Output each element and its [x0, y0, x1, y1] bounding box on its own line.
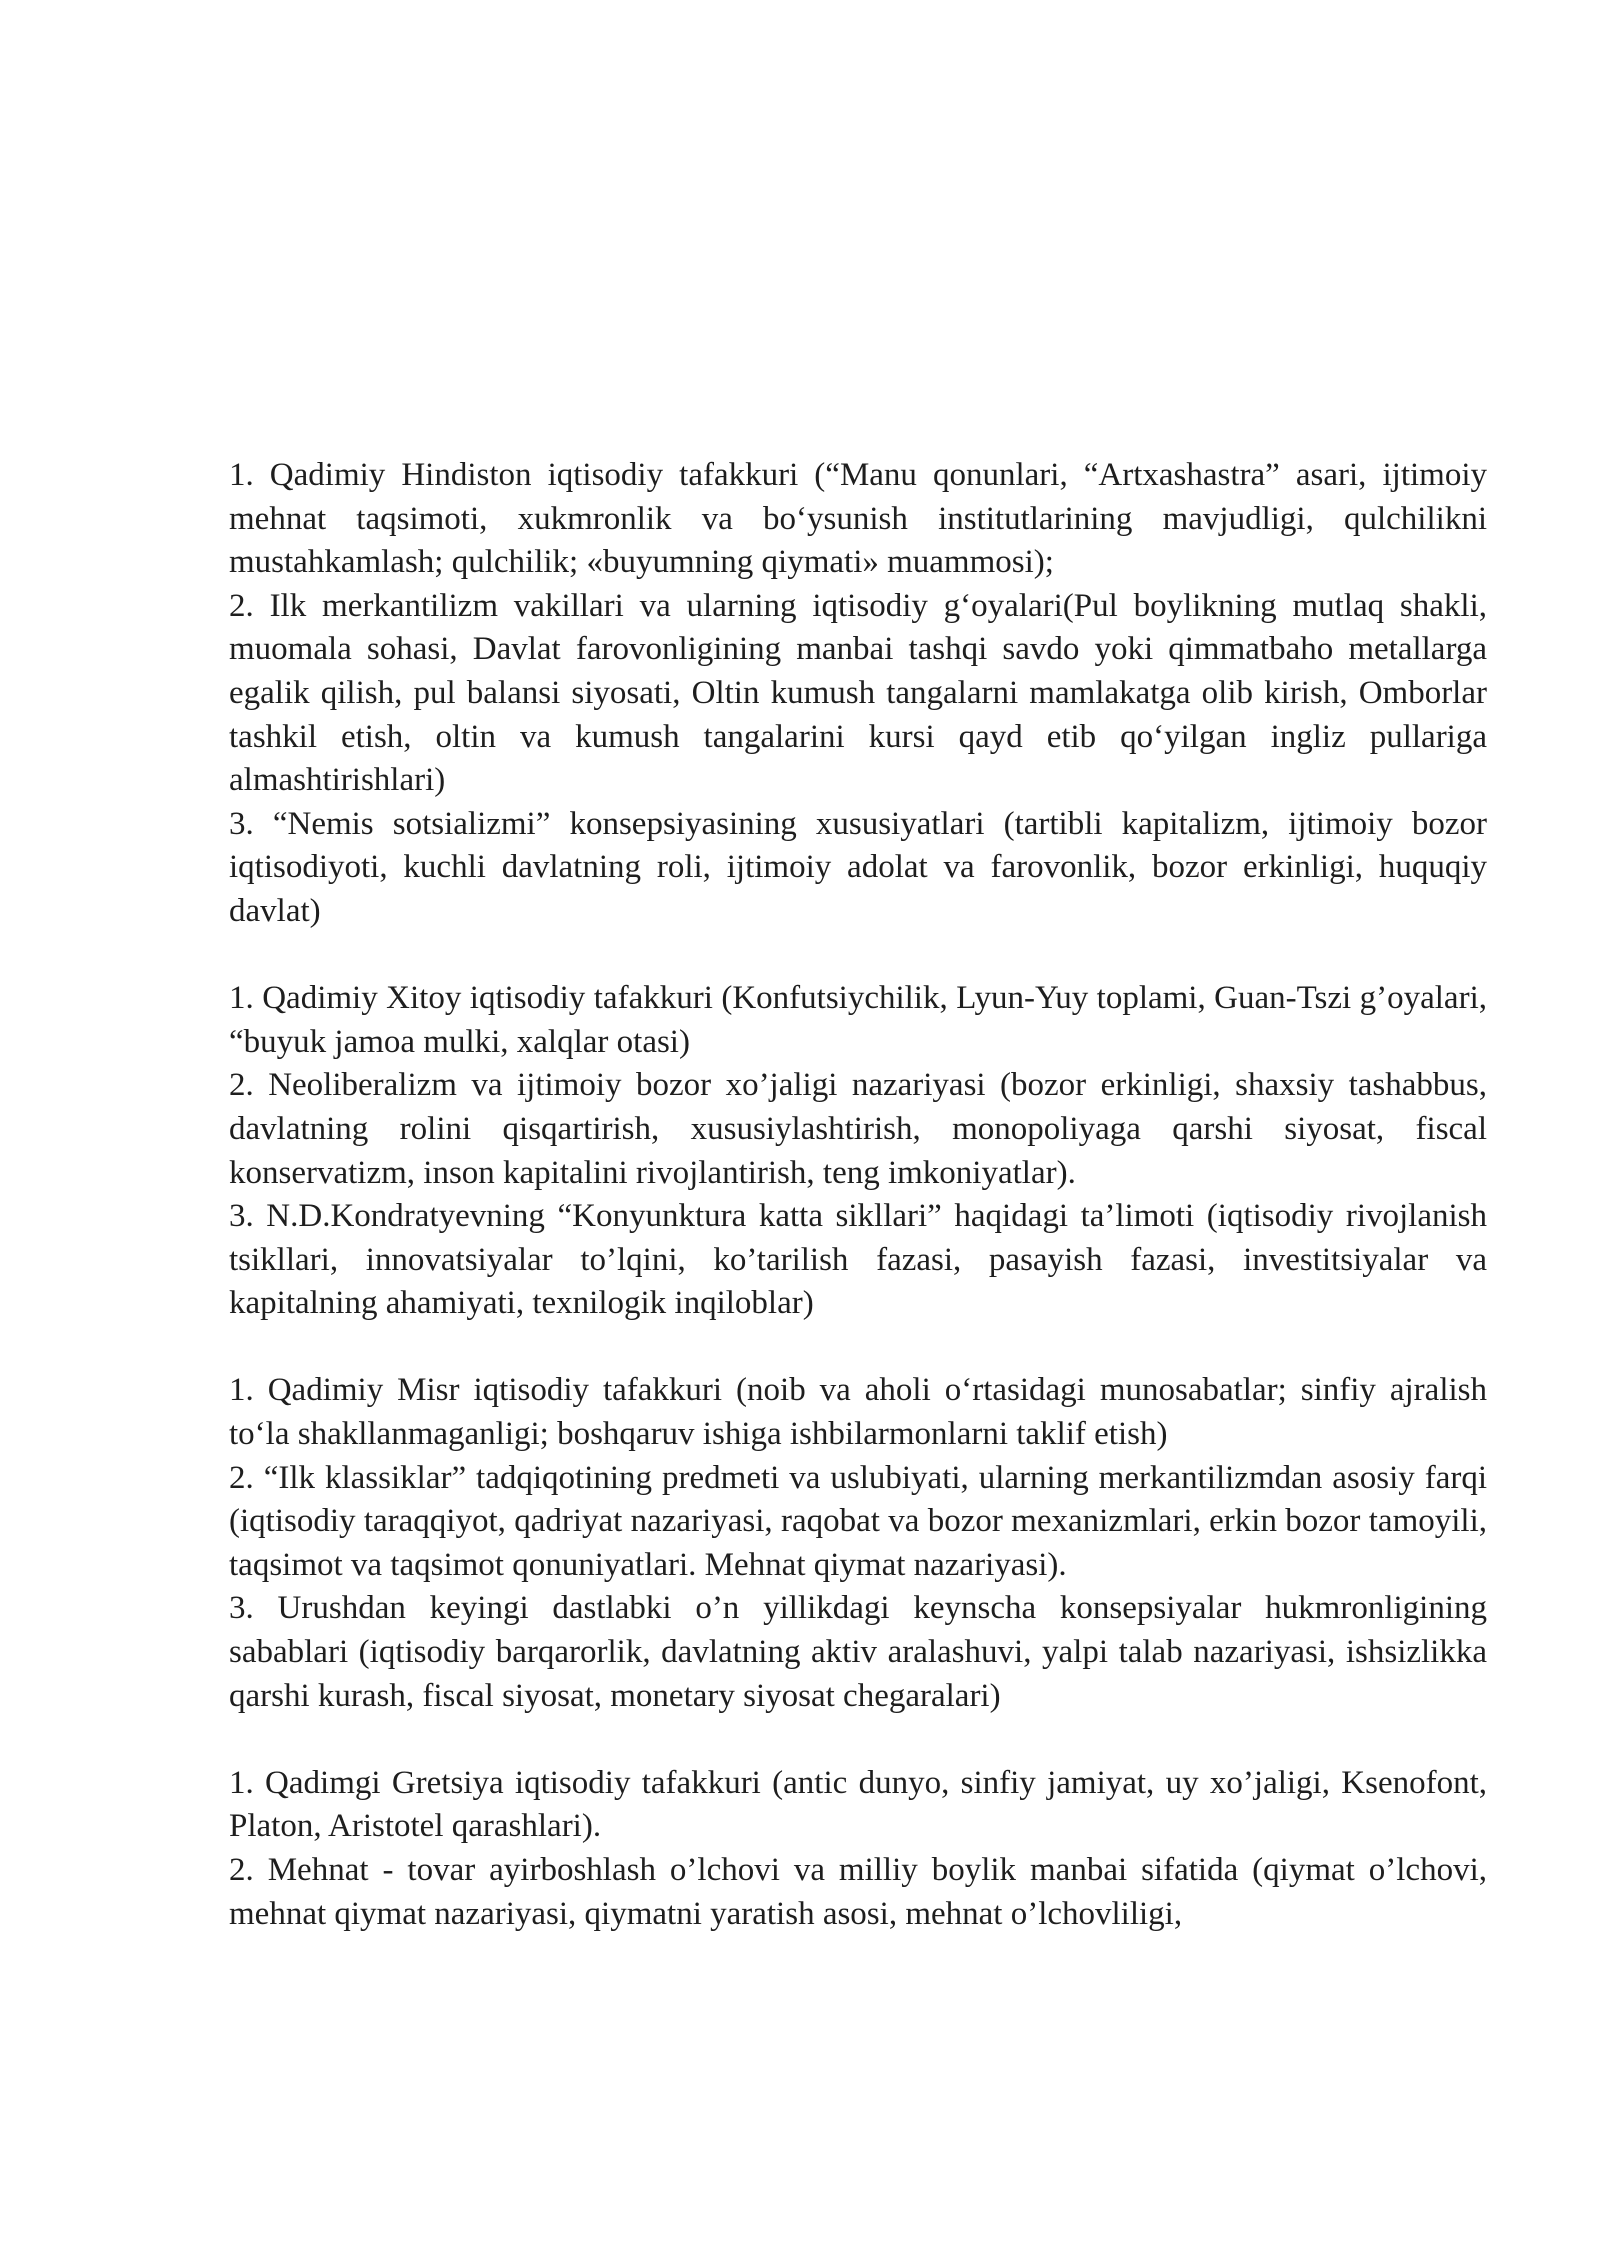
topic-item: 2. “Ilk klassiklar” tadqiqotining predmeti va uslubiyati, ularning merkantilizmdan asosiy farqi (iqtisodiy taraqqiyot, qadriyat nazariyasi, raqobat va bozor mexanizmlari, erkin bozor tamoyili, taqsimot va taqsimot qonuniyatlari. Mehnat qiymat nazariyasi).	[229, 1459, 1487, 1583]
topic-item: 1. Qadimiy Misr iqtisodiy tafakkuri (noib va aholi o‘rtasidagi munosabatlar; sinfiy ajralish to‘la shakllanmaganligi; boshqaruv ishiga ishbilarmonlarni taklif etish)	[229, 1372, 1487, 1453]
topic-item: 2. Neoliberalizm va ijtimoiy bozor xo’jaligi nazariyasi (bozor erkinligi, shaxsiy tashabbus, davlatning rolini qisqartirish, xususiylashtirish, monopoliyaga qarshi siyosat, fiscal konservatizm, inson kapitalini rivojlantirish, teng imkoniyatlar).	[229, 1067, 1487, 1191]
topic-item: 1. Qadimiy Xitoy iqtisodiy tafakkuri (Konfutsiychilik, Lyun-Yuy toplami, Guan-Tszi g’oyalari, “buyuk jamoa mulki, xalqlar otasi)	[229, 980, 1487, 1060]
topic-item: 3. Urushdan keyingi dastlabki o’n yillikdagi keynscha konsepsiyalar hukmronligining sabablari (iqtisodiy barqarorlik, davlatning aktiv aralashuvi, yalpi talab nazariyasi, ishsizlikka qarshi kurash, fiscal siyosat, monetary siyosat chegaralari)	[229, 1590, 1487, 1714]
topic-item: 2. Ilk merkantilizm vakillari va ularning iqtisodiy g‘oyalari(Pul boylikning mutlaq shakli, muomala sohasi, Davlat farovonligining manbai tashqi savdo yoki qimmatbaho metallarga egalik qilish, pul balansi siyosati, Oltin kumush tangalarni mamlakatga olib kirish, Omborlar tashkil etish, oltin va kumush tangalarini kursi qayd etib qo‘yilgan ingliz pullariga almashtirishlari)	[229, 587, 1487, 799]
topic-item: 1. Qadimgi Gretsiya iqtisodiy tafakkuri (antic dunyo, sinfiy jamiyat, uy xo’jaligi, Ksenofont, Platon, Aristotel qarashlari).	[229, 1764, 1487, 1845]
topic-group-4	[229, 1762, 1487, 1936]
topic-group-1	[229, 454, 1487, 934]
topic-group-2	[229, 977, 1487, 1326]
topic-item: 3. N.D.Kondratyevning “Konyunktura katta sikllari” haqidagi ta’limoti (iqtisodiy rivojlanish tsikllari, innovatsiyalar to’lqini, ko’tarilish fazasi, pasayish fazasi, investitsiyalar va kapitalning ahamiyati, texnilogik inqiloblar)	[229, 1198, 1487, 1322]
topic-item: 1. Qadimiy Hindiston iqtisodiy tafakkuri (“Manu qonunlari, “Artxashastra” asari, ijtimoiy mehnat taqsimoti, xukmronlik va bo‘ysunish institutlarining mavjudligi, qulchilikni mustahkamlash; qulchilik; «buyumning qiymati» muammosi);	[229, 457, 1487, 581]
topic-item: 2. Mehnat - tovar ayirboshlash o’lchovi va milliy boylik manbai sifatida (qiymat o’lchovi, mehnat qiymat nazariyasi, qiymatni yaratish asosi, mehnat o’lchovliligi,	[229, 1852, 1487, 1932]
document-body	[229, 454, 1487, 1936]
topic-item: 3. “Nemis sotsializmi” konsepsiyasining xususiyatlari (tartibli kapitalizm, ijtimoiy bozor iqtisodiyoti, kuchli davlatning roli, ijtimoiy adolat va farovonlik, bozor erkinligi, huquqiy davlat)	[229, 805, 1487, 929]
topic-group-3	[229, 1369, 1487, 1718]
